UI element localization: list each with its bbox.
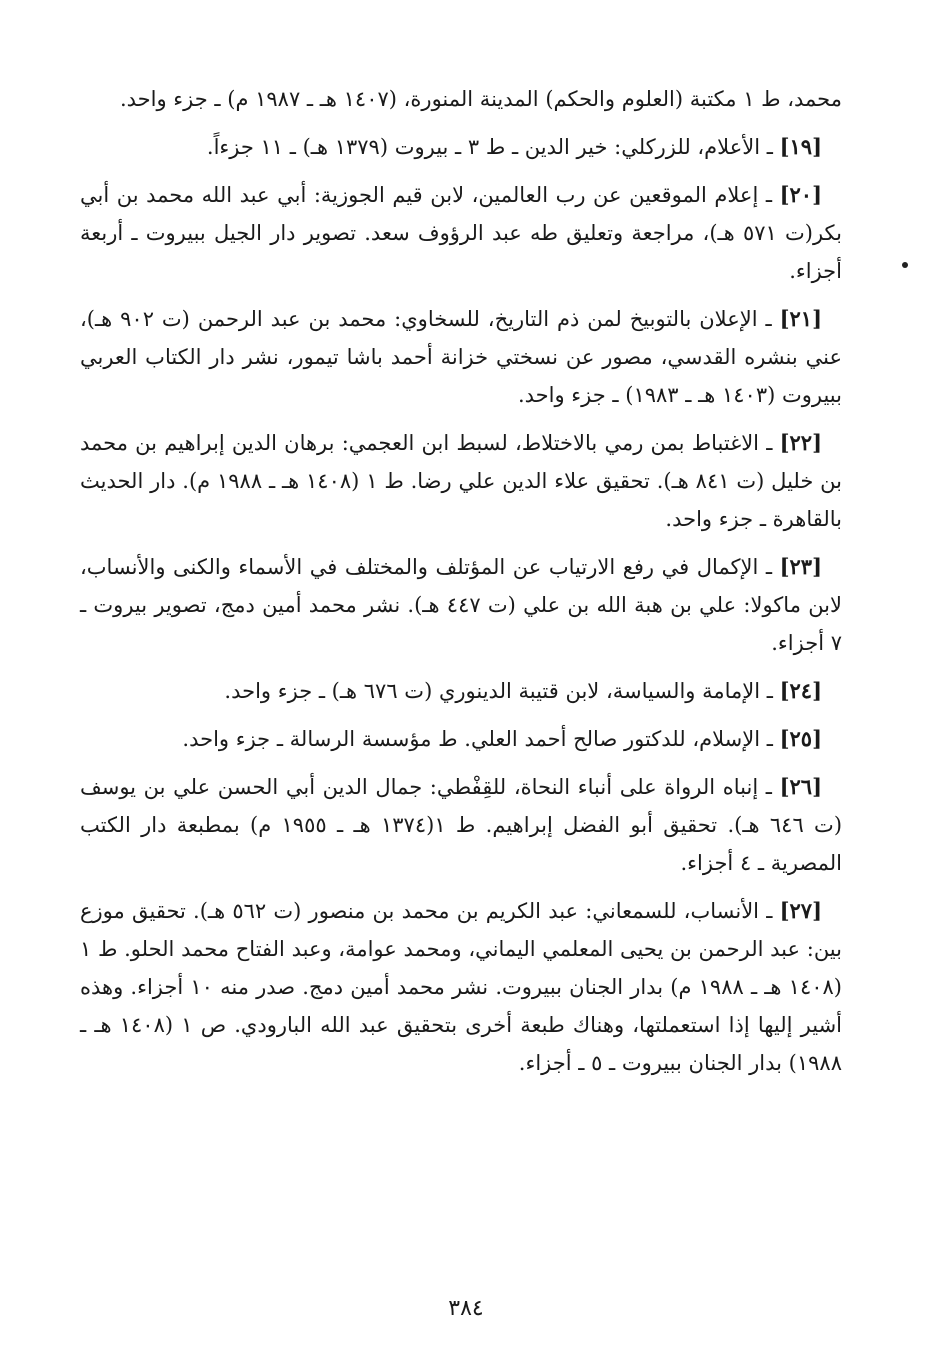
entry-text: ـ الإمامة والسياسة، لابن قتيبة الدينوري (ت ٦٧٦ هـ) ـ جزء واحد. <box>224 679 780 703</box>
entry-text: ـ الإسلام، للدكتور صالح أحمد العلي. ط مؤسسة الرسالة ـ جزء واحد. <box>182 727 780 751</box>
entry-number: [٢١] <box>779 306 822 331</box>
entry-number: [٢٦] <box>779 774 822 799</box>
entry-18-continuation <box>80 80 842 118</box>
entry-text: محمد، ط ١ مكتبة (العلوم والحكم) المدينة المنورة، (١٤٠٧ هـ ـ ١٩٨٧ م) ـ جزء واحد. <box>119 87 842 111</box>
entry-number: [٢٢] <box>779 430 822 455</box>
entry-text: ـ الأعلام، للزركلي: خير الدين ـ ط ٣ ـ بيروت (١٣٧٩ هـ) ـ ١١ جزءاً. <box>206 135 780 159</box>
entry-number: [٢٤] <box>779 678 822 703</box>
entry-text: ـ الاغتباط بمن رمي بالاختلاط، لسبط ابن العجمي: برهان الدين إبراهيم بن محمد بن خليل (ت ٨٤١ هـ). تحقيق علاء الدين علي رضا. ط ١ (١٤٠٨ هـ ـ ١٩٨٨ م). دار الحديث بالقاهرة ـ جزء واحد. <box>80 431 843 531</box>
entry-number: [٢٧] <box>779 898 822 923</box>
entry-24 <box>80 672 842 710</box>
entry-20 <box>80 176 842 290</box>
entry-number: [١٩] <box>779 134 822 159</box>
entry-text: ـ الأنساب، للسمعاني: عبد الكريم بن محمد بن منصور (ت ٥٦٢ هـ). تحقيق موزع بين: عبد الرحمن بن يحيى المعلمي اليماني، ومحمد عوامة، وعبد الفتاح محمد الحلو. ط ١ (١٤٠٨ هـ ـ ١٩٨٨ م) بدار الجنان ببيروت. نشر محمد أمين دمج. صدر منه ١٠ أجزاء. وهذه أشير إليها إذا استعملتها، وهناك طبعة أخرى بتحقيق عبد الله البارودي. ص ١ (١٤٠٨ هـ ـ ١٩٨٨) بدار الجنان ببيروت ـ ٥ ـ أجزاء. <box>80 899 843 1075</box>
entry-19 <box>80 128 842 166</box>
entry-23 <box>80 548 842 662</box>
entry-text: ـ الإعلان بالتوبيخ لمن ذم التاريخ، للسخاوي: محمد بن عبد الرحمن (ت ٩٠٢ هـ)، عني بنشره القدسي، مصور عن نسختي خزانة أحمد باشا تيمور، نشر دار الكتاب العربي ببيروت (١٤٠٣ هـ ـ ١٩٨٣) ـ جزء واحد. <box>80 307 842 407</box>
entry-27 <box>80 892 842 1082</box>
entry-number: [٢٠] <box>779 182 822 207</box>
entry-text: ـ إنباه الرواة على أنباء النحاة، للقِفْطي: جمال الدين أبي الحسن علي بن يوسف (ت ٦٤٦ هـ). تحقيق أبو الفضل إبراهيم. ط ١(١٣٧٤ هـ ـ ١٩٥٥ م) بمطبعة دار الكتب المصرية ـ ٤ أجزاء. <box>80 775 843 875</box>
entry-26 <box>80 768 842 882</box>
entry-25 <box>80 720 842 758</box>
entry-text: ـ الإكمال في رفع الارتياب عن المؤتلف والمختلف في الأسماء والكنى والأنساب، لابن ماكولا: علي بن هبة الله بن علي (ت ٤٤٧ هـ). نشر محمد أمين دمج، تصوير بيروت ـ ٧ أجزاء. <box>80 555 843 655</box>
ink-dot <box>902 262 908 268</box>
page-number: ٣٨٤ <box>448 1296 484 1321</box>
entry-text: ـ إعلام الموقعين عن رب العالمين، لابن قيم الجوزية: أبي عبد الله محمد بن أبي بكر(ت ٥٧١ هـ)، مراجعة وتعليق طه عبد الرؤوف سعد. تصوير دار الجيل ببيروت ـ أربعة أجزاء. <box>80 183 843 283</box>
entry-number: [٢٣] <box>779 554 822 579</box>
bibliography-page <box>80 80 842 1360</box>
entry-22 <box>80 424 842 538</box>
entry-number: [٢٥] <box>779 726 822 751</box>
entry-21 <box>80 300 842 414</box>
